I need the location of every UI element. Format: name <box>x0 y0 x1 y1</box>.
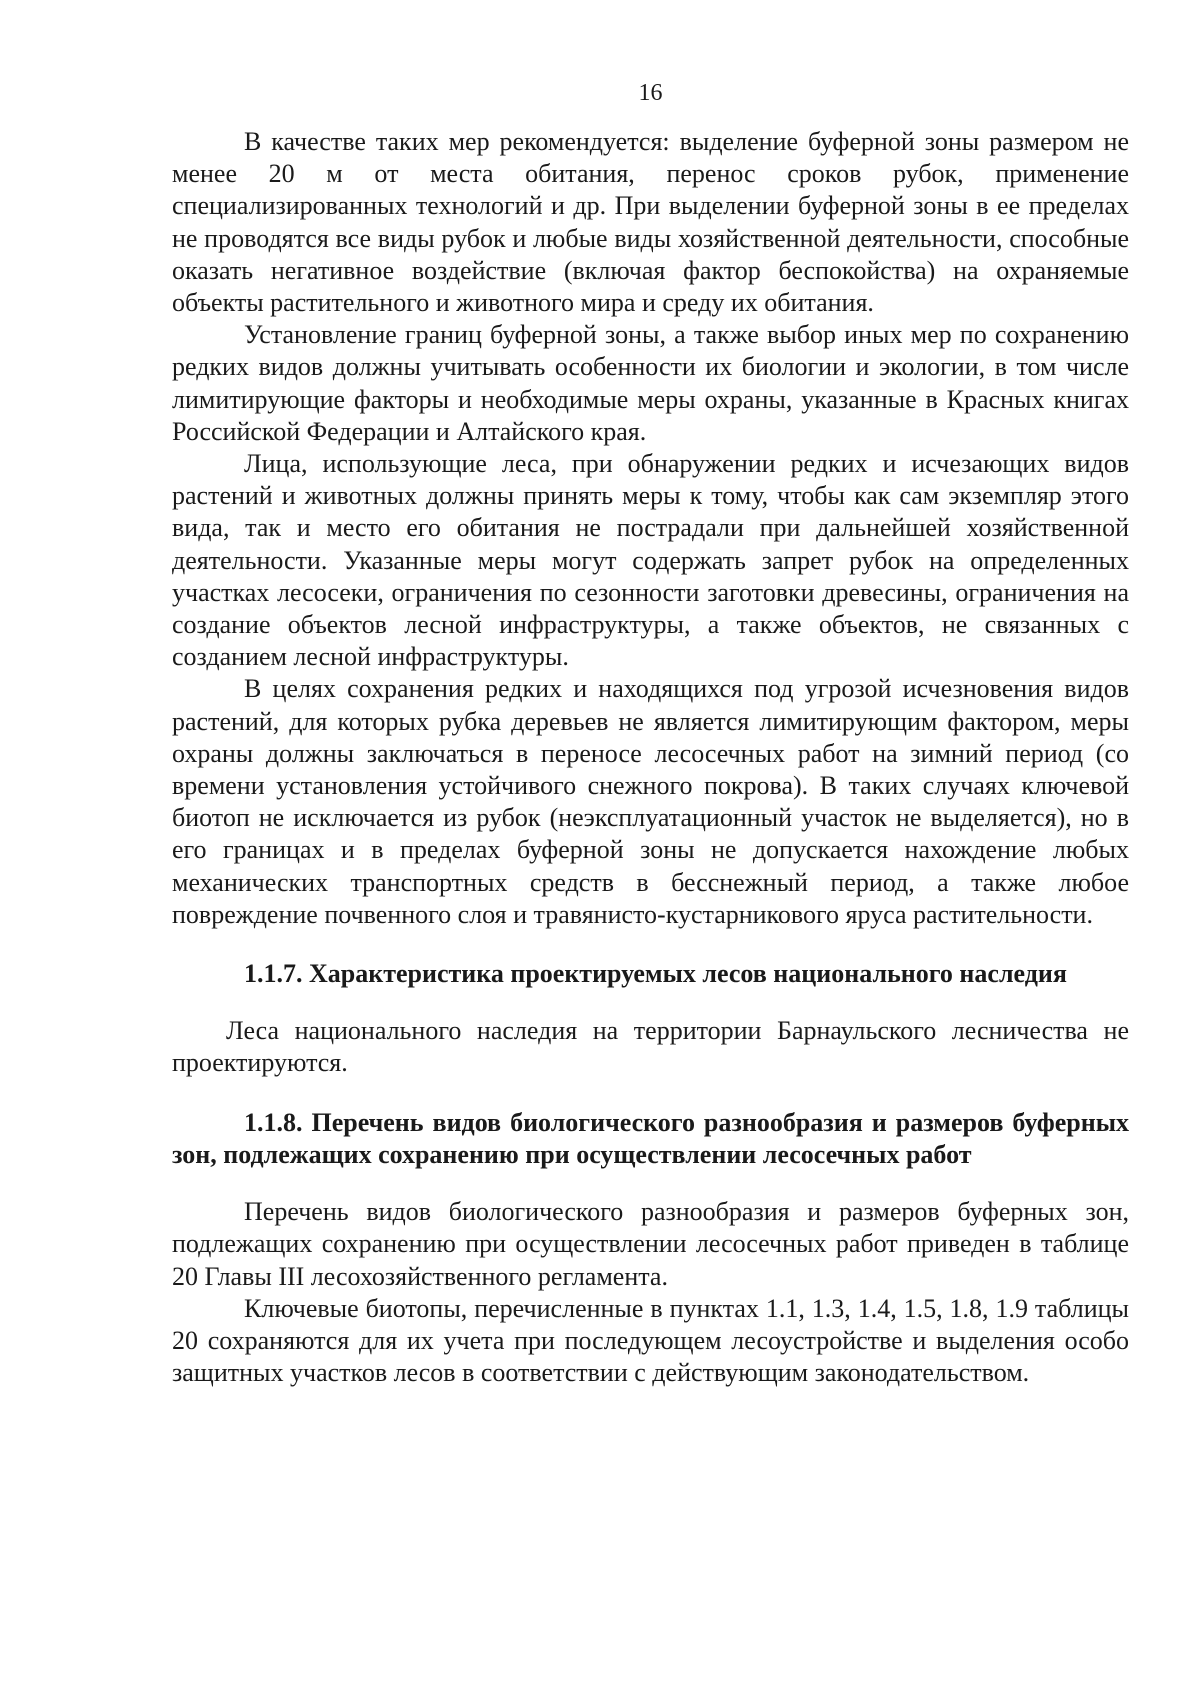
section-heading-1-1-8: 1.1.8. Перечень видов биологического разнообразия и размеров буферных зон, подлежащих сохранению при осуществлении лесосечных работ <box>172 1107 1129 1169</box>
paragraph-buffer-zone-measures: В качестве таких мер рекомендуется: выделение буферной зоны размером не менее 20 м от места обитания, перенос сроков рубок, применение специализированных технологий и др. При выделении буферной зоны в ее пределах не проводятся все виды рубок и любые виды хозяйственной деятельности, способные оказать негативное воздействие (включая фактор беспокойства) на охраняемые объекты растительного и животного мира и среду их обитания. <box>172 127 1129 318</box>
page-number: 16 <box>638 80 663 106</box>
paragraph-national-heritage-forests: Леса национального наследия на территории Барнаульского лесничества не проектируются. <box>172 1016 1129 1078</box>
paragraph-buffer-zone-boundaries: Установление границ буферной зоны, а также выбор иных мер по сохранению редких видов должны учитывать особенности их биологии и экологии, в том числе лимитирующие факторы и необходимые меры охраны, указанные в Красных книгах Российской Федерации и Алтайского края. <box>172 320 1129 446</box>
section-heading-1-1-7: 1.1.7. Характеристика проектируемых лесов национального наследия <box>244 959 1067 989</box>
document-page <box>172 0 1129 1697</box>
paragraph-biodiversity-list: Перечень видов биологического разнообразия и размеров буферных зон, подлежащих сохранению при осуществлении лесосечных работ приведен в таблице 20 Главы III лесохозяйственного регламента. <box>172 1197 1129 1291</box>
page-content <box>172 126 1129 1389</box>
paragraph-winter-logging: В целях сохранения редких и находящихся под угрозой исчезновения видов растений, для которых рубка деревьев не является лимитирующим фактором, меры охраны должны заключаться в переносе лесосечных работ на зимний период (со времени установления устойчивого снежного покрова). В таких случаях ключевой биотоп не исключается из рубок (неэксплуатационный участок не выделяется), но в его границах и в пределах буферной зоны не допускается нахождение любых механических транспортных средств в бесснежный период, а также любое повреждение почвенного слоя и травянисто-кустарникового яруса растительности. <box>172 674 1129 929</box>
paragraph-forest-users-obligations: Лица, использующие леса, при обнаружении редких и исчезающих видов растений и животных должны принять меры к тому, чтобы как сам экземпляр этого вида, так и место его обитания не пострадали при дальнейшей хозяйственной деятельности. Указанные меры могут содержать запрет рубок на определенных участках лесосеки, ограничения по сезонности заготовки древесины, ограничения на создание объектов лесной инфраструктуры, а также объектов, не связанных с созданием лесной инфраструктуры. <box>172 449 1129 672</box>
paragraph-key-biotopes: Ключевые биотопы, перечисленные в пунктах 1.1, 1.3, 1.4, 1.5, 1.8, 1.9 таблицы 20 сохраняются для их учета при последующем лесоустройстве и выделения особо защитных участков лесов в соответствии с действующим законодательством. <box>172 1293 1129 1388</box>
